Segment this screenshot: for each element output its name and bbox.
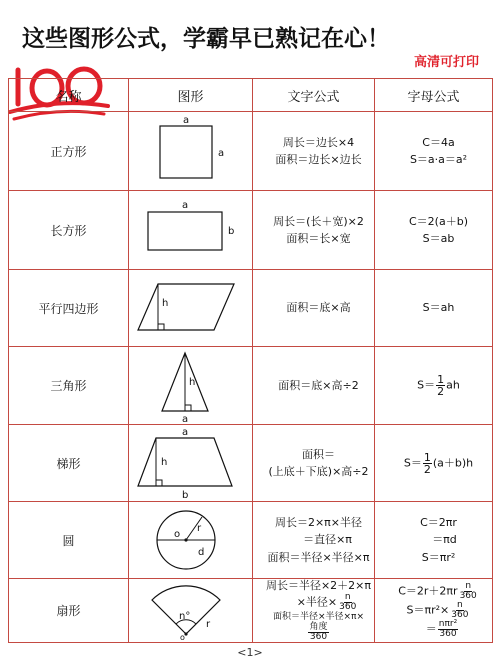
- fraction: $\frac{\text{角度}}{360}$: [309, 622, 328, 642]
- parallelogram-drawing: [136, 278, 246, 338]
- page-title: 这些图形公式，学霸早已熟记在心！: [22, 26, 390, 52]
- word-formula: [253, 502, 375, 579]
- sector-figure: [129, 579, 253, 643]
- label-a: a: [181, 427, 188, 438]
- parallelogram-figure: [129, 270, 253, 347]
- label-o: o: [179, 632, 185, 640]
- table-row: [9, 270, 493, 347]
- formula-line: 周长＝半径×2＋2×π: [265, 579, 372, 592]
- circle-drawing: [136, 505, 246, 575]
- shape-name: 正方形: [9, 112, 129, 191]
- table-row: [9, 579, 493, 643]
- triangle-drawing: [136, 349, 246, 423]
- formula-line: C＝2(a＋b): [409, 214, 468, 228]
- shape-name: 圆: [9, 502, 129, 579]
- formula-line: (上底＋下底)×高÷2: [268, 465, 369, 478]
- formula-line: 周长＝2×π×半径: [274, 516, 363, 530]
- rectangle-drawing: [136, 198, 246, 262]
- formula-line: C＝4a: [422, 135, 455, 149]
- printable-badge: 高清可打印: [414, 55, 480, 70]
- formula-line: C＝2πr: [420, 516, 457, 530]
- header-letter-formula: 字母公式: [375, 79, 493, 112]
- formula-line: ＝πd: [432, 533, 457, 547]
- label-h: h: [160, 457, 167, 468]
- label-d: d: [197, 547, 204, 558]
- word-formula: [253, 112, 375, 191]
- label-a: a: [181, 413, 188, 423]
- table-row: [9, 112, 493, 191]
- header-word-formula: 文字公式: [253, 79, 375, 112]
- letter-formula: [375, 502, 493, 579]
- label-o: o: [173, 529, 180, 540]
- formula-line: 面积＝: [302, 447, 335, 461]
- shape-name: 三角形: [9, 347, 129, 425]
- trapezoid-figure: [129, 425, 253, 502]
- label-h: h: [188, 376, 195, 388]
- word-formula: [253, 579, 375, 643]
- header-name: 名称: [9, 79, 129, 112]
- word-formula: [253, 191, 375, 270]
- formula-line: S＝ $\frac{1}{2}$ (a＋b)h: [403, 450, 474, 476]
- fraction: $\frac{n}{360}$: [339, 591, 357, 612]
- square-drawing: [136, 114, 246, 188]
- label-a: a: [181, 200, 188, 211]
- label-a-side: a: [217, 148, 224, 159]
- formula-line: S＝ah: [422, 301, 455, 315]
- shape-name: 扇形: [9, 579, 129, 643]
- fraction: $\frac{\text{nπr²}}{360}$: [438, 619, 458, 639]
- formula-line: 面积＝半径×半径×π× $\frac{\text{角度}}{360}$: [272, 611, 365, 642]
- label-r: r: [196, 523, 201, 534]
- letter-formula: [375, 270, 493, 347]
- letter-formula: [375, 347, 493, 425]
- word-formula: [253, 347, 375, 425]
- formula-line: 面积＝半径×半径×π: [267, 550, 370, 564]
- formula-line: S＝ab: [422, 232, 455, 245]
- formula-line: 周长＝边长×4: [282, 135, 355, 149]
- letter-formula: [375, 112, 493, 191]
- label-b: b: [227, 226, 234, 237]
- rectangle-figure: [129, 191, 253, 270]
- formula-line: S＝ $\frac{1}{2}$ ah: [417, 373, 460, 398]
- fraction: $\frac{n}{360}$: [459, 581, 477, 601]
- table-row: [9, 191, 493, 270]
- table-header-row: [9, 79, 493, 112]
- formula-line: S＝πr²× $\frac{n}{360}$: [406, 600, 469, 620]
- label-n: n°: [178, 610, 190, 622]
- formula-line: 周长＝(长＋宽)×2: [273, 214, 364, 228]
- letter-formula: [375, 191, 493, 270]
- triangle-figure: [129, 347, 253, 425]
- page-number: <1>: [237, 646, 263, 659]
- label-h: h: [161, 298, 168, 309]
- formula-line: 面积＝长×宽: [286, 232, 351, 245]
- formula-line: ×半径× $\frac{n}{360}$: [296, 591, 357, 612]
- shape-name: 平行四边形: [9, 270, 129, 347]
- formula-line: 面积＝边长×边长: [275, 153, 362, 166]
- formula-line: 面积＝底×高÷2: [278, 378, 359, 392]
- formula-line: ＝ $\frac{\text{nπr²}}{360}$: [425, 619, 458, 639]
- trapezoid-drawing: [136, 426, 246, 500]
- formula-line: ＝直径×π: [303, 533, 352, 547]
- letter-formula: [375, 425, 493, 502]
- label-r: r: [205, 618, 210, 630]
- label-b: b: [181, 490, 188, 500]
- fraction: $\frac{1}{2}$: [423, 450, 431, 476]
- formula-line: C＝2r＋2πr $\frac{n}{360}$: [398, 581, 477, 601]
- shape-name: 梯形: [9, 425, 129, 502]
- label-a-top: a: [182, 115, 189, 126]
- circle-figure: [129, 502, 253, 579]
- table-row: [9, 347, 493, 425]
- word-formula: [253, 270, 375, 347]
- formula-line: S＝πr²: [421, 550, 456, 564]
- table-row: [9, 502, 493, 579]
- square-figure: [129, 112, 253, 191]
- word-formula: [253, 425, 375, 502]
- letter-formula: [375, 579, 493, 643]
- formula-line: 面积＝底×高: [286, 301, 351, 315]
- fraction: $\frac{n}{360}$: [451, 600, 469, 620]
- shape-name: 长方形: [9, 191, 129, 270]
- fraction: $\frac{1}{2}$: [437, 373, 445, 398]
- sector-drawing: [136, 582, 246, 640]
- table-row: [9, 425, 493, 502]
- formula-line: S＝a·a＝a²: [409, 153, 468, 166]
- header-shape: 图形: [129, 79, 253, 112]
- formula-table: [8, 78, 493, 643]
